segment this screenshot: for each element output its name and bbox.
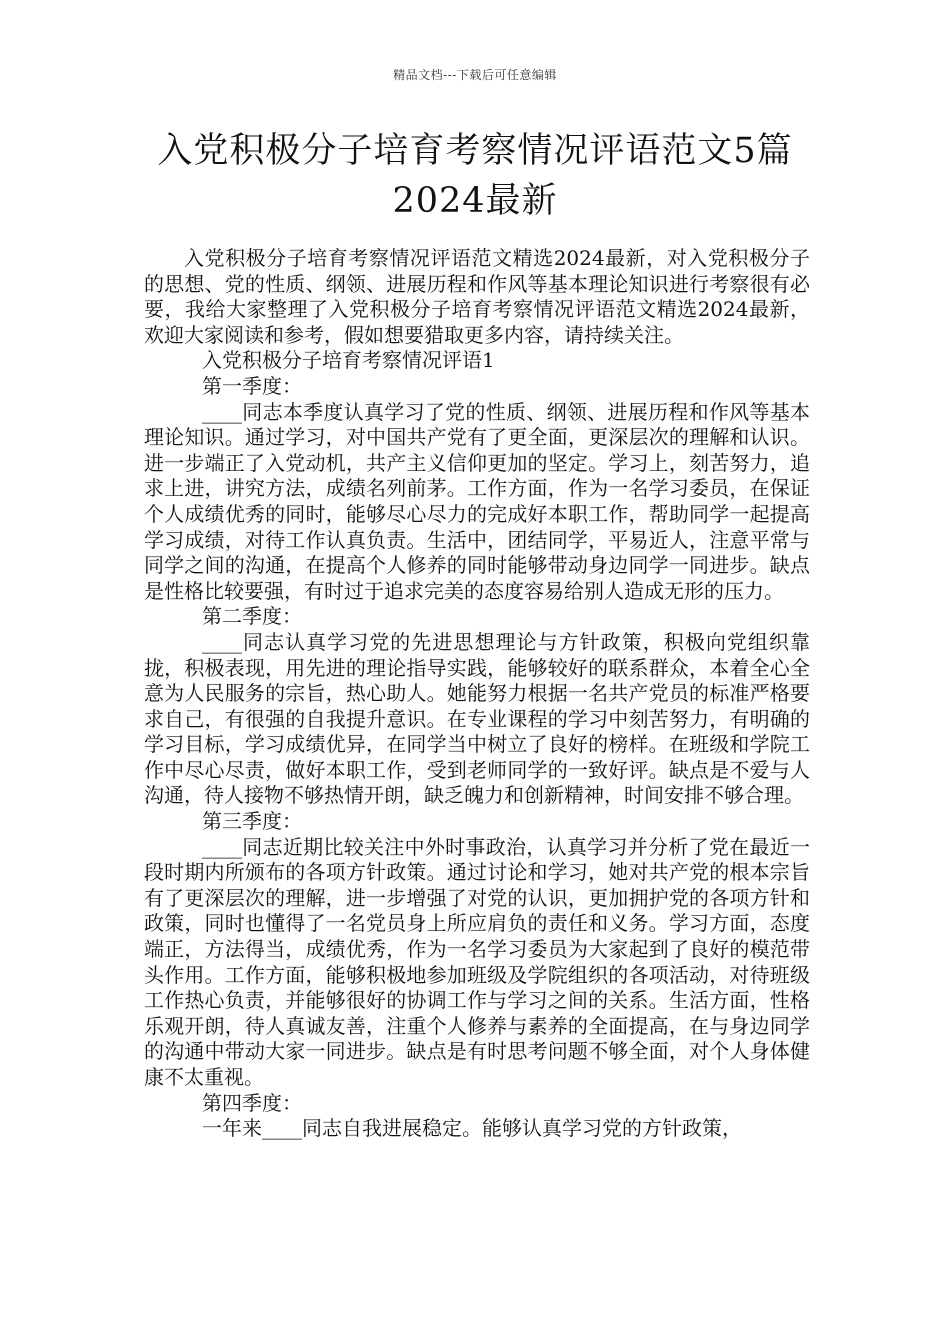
quarter-3-paragraph: ____同志近期比较关注中外时事政治，认真学习并分析了党在最近一段时期内所颁布的各项方针政策。通过讨论和学习，她对共产党的根本宗旨有了更深层次的理解，进一步增强了对党的认识，更加拥护党的各项方针和政策，同时也懂得了一名党员身上所应肩负的责任和义务。学习方面，态度端正，方法得当，成绩优秀，作为一名学习委员为大家起到了良好的模范带头作用。工作方面，能够积极地参加班级及学院组织的各项活动，对待班级工作热心负责，并能够很好的协调工作与学习之间的关系。生活方面，性格乐观开朗，待人真诚友善，注重个人修养与素养的全面提高，在与身边同学的沟通中带动大家一同进步。缺点是有时思考问题不够全面，对个人身体健康不太重视。	[144, 834, 810, 1089]
quarter-2-label: 第二季度：	[202, 604, 302, 629]
quarter-1-label: 第一季度：	[202, 373, 302, 398]
quarter-1-paragraph: ____同志本季度认真学习了党的性质、纲领、进展历程和作风等基本理论知识。通过学习，对中国共产党有了更全面，更深层次的理解和认识。进一步端正了入党动机，共产主义信仰更加的坚定。学习上，刻苦努力，追求上进，讲究方法，成绩名列前茅。工作方面，作为一名学习委员，在保证个人成绩优秀的同时，能够尽心尽力的完成好本职工作，帮助同学一起提高学习成绩，对待工作认真负责。生活中，团结同学，平易近人，注意平常与同学之间的沟通，在提高个人修养的同时能够带动身边同学一同进步。缺点是性格比较要强，有时过于追求完美的态度容易给别人造成无形的压力。	[144, 399, 810, 603]
document-body	[144, 246, 810, 1142]
intro-paragraph: 入党积极分子培育考察情况评语范文精选2024最新，对入党积极分子的思想、党的性质、纲领、进展历程和作风等基本理论知识进行考察很有必要，我给大家整理了入党积极分子培育考察情况评语范文精选2024最新，欢迎大家阅读和参考，假如想要猎取更多内容，请持续关注。	[144, 246, 810, 347]
document-title	[120, 126, 830, 226]
title-line-2: 2024最新	[392, 181, 558, 221]
quarter-4-label: 第四季度：	[202, 1090, 302, 1115]
quarter-2-paragraph: ____同志认真学习党的先进思想理论与方针政策，积极向党组织靠拢，积极表现，用先进的理论指导实践，能够较好的联系群众，本着全心全意为人民服务的宗旨，热心助人。她能努力根据一名共产党员的标准严格要求自己，有很强的自我提升意识。在专业课程的学习中刻苦努力，有明确的学习目标，学习成绩优异，在同学当中树立了良好的榜样。在班级和学院工作中尽心尽责，做好本职工作，受到老师同学的一致好评。缺点是不爱与人沟通，待人接物不够热情开朗，缺乏魄力和创新精神，时间安排不够合理。	[144, 629, 810, 808]
section-heading: 入党积极分子培育考察情况评语1	[202, 348, 495, 373]
title-line-1: 入党积极分子培育考察情况评语范文5篇	[157, 131, 793, 171]
quarter-4-paragraph: 一年来____同志自我进展稳定。能够认真学习党的方针政策，	[202, 1116, 742, 1141]
page-header: 精品文档---下载后可任意编辑	[393, 68, 557, 82]
quarter-3-label: 第三季度：	[202, 809, 302, 834]
